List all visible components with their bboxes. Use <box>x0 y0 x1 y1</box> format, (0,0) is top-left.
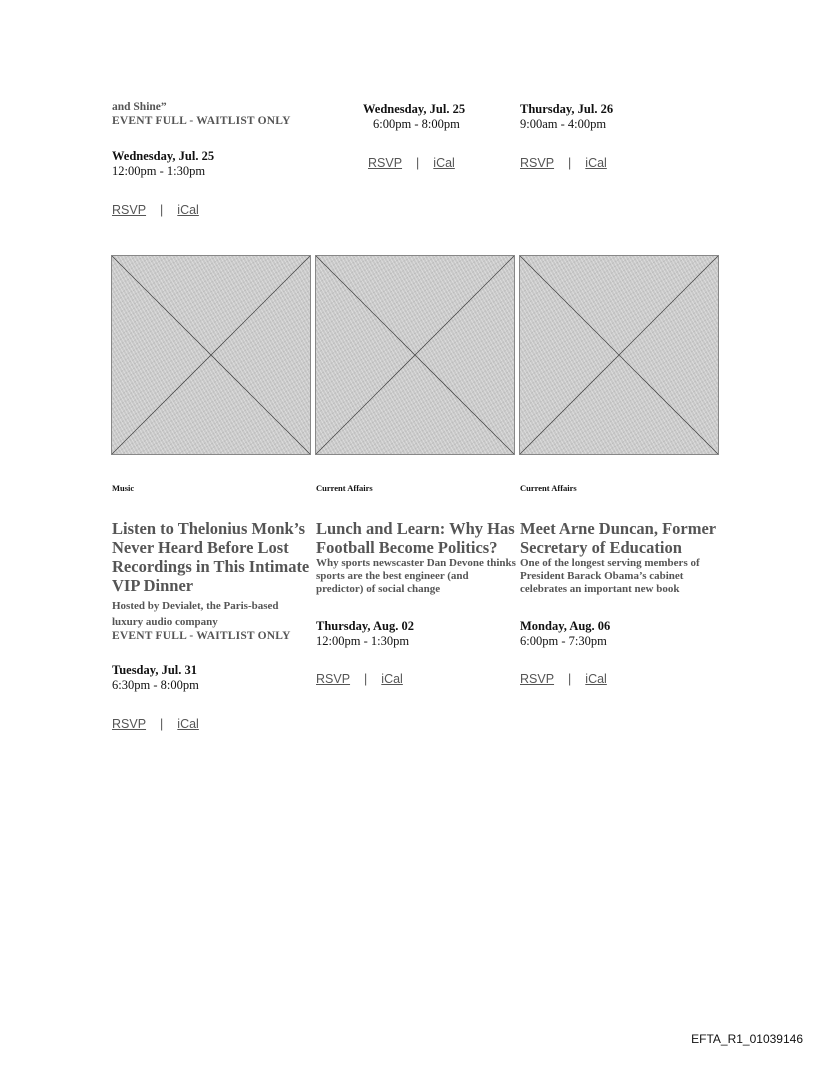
event-3-time: 6:00pm - 7:30pm <box>520 634 607 648</box>
event-2-date: Thursday, Aug. 02 <box>316 619 414 633</box>
event-3-title[interactable]: Meet Arne Duncan, Former Secretary of Education <box>520 519 716 557</box>
top-event-1-time: 6:00pm - 8:00pm <box>373 117 460 131</box>
top-event-2-datetime <box>520 102 613 132</box>
top-event-1-links <box>368 156 455 170</box>
event-2-card <box>316 519 516 596</box>
document-id: EFTA_R1_01039146 <box>691 1032 803 1046</box>
event-1-links <box>112 717 199 731</box>
top-event-2-time: 9:00am - 4:00pm <box>520 117 607 131</box>
event-3-subtitle: One of the longest serving members of President Barack Obama’s cabinet celebrates an important new book <box>520 557 700 595</box>
top-event-2-links <box>520 156 607 170</box>
link-separator: | <box>568 156 572 170</box>
broken-image-icon <box>316 256 514 454</box>
event-2-category: Current Affairs <box>316 483 373 493</box>
event-1-datetime <box>112 663 199 693</box>
event-1-subtitle: Hosted by Devialet, the Paris-based luxury audio company <box>112 600 279 628</box>
ical-link[interactable]: iCal <box>433 156 455 170</box>
top-event-2-date: Thursday, Jul. 26 <box>520 102 614 116</box>
event-3-card <box>520 519 725 596</box>
continued-date: Wednesday, Jul. 25 <box>112 149 215 163</box>
rsvp-link[interactable]: RSVP <box>520 156 555 170</box>
event-2-datetime <box>316 619 414 649</box>
event-3-links <box>520 672 607 686</box>
event-1-date: Tuesday, Jul. 31 <box>112 663 197 677</box>
continued-title-tail: and Shine” <box>112 101 167 113</box>
event-2-time: 12:00pm - 1:30pm <box>316 634 410 648</box>
event-1-status: EVENT FULL - WAITLIST ONLY <box>112 630 291 642</box>
rsvp-link[interactable]: RSVP <box>112 717 147 731</box>
top-event-1-date: Wednesday, Jul. 25 <box>363 102 466 116</box>
link-separator: | <box>416 156 420 170</box>
event-2-links <box>316 672 403 686</box>
rsvp-link[interactable]: RSVP <box>112 203 147 217</box>
rsvp-link[interactable]: RSVP <box>316 672 351 686</box>
ical-link[interactable]: iCal <box>585 672 607 686</box>
link-separator: | <box>160 717 164 731</box>
ical-link[interactable]: iCal <box>381 672 403 686</box>
event-2-title[interactable]: Lunch and Learn: Why Has Football Become Politics? <box>316 519 515 557</box>
continued-time: 12:00pm - 1:30pm <box>112 164 206 178</box>
top-event-1-datetime <box>363 102 465 132</box>
ical-link[interactable]: iCal <box>177 717 199 731</box>
event-1-card <box>112 519 310 642</box>
ical-link[interactable]: iCal <box>585 156 607 170</box>
broken-image-icon <box>112 256 310 454</box>
continued-links <box>112 203 199 217</box>
event-3-date: Monday, Aug. 06 <box>520 619 611 633</box>
event-image-placeholder[interactable] <box>519 255 719 455</box>
continued-status: EVENT FULL - WAITLIST ONLY <box>112 115 291 127</box>
continued-datetime <box>112 149 214 179</box>
event-3-datetime <box>520 619 610 649</box>
rsvp-link[interactable]: RSVP <box>368 156 403 170</box>
rsvp-link[interactable]: RSVP <box>520 672 555 686</box>
link-separator: | <box>568 672 572 686</box>
event-1-time: 6:30pm - 8:00pm <box>112 678 199 692</box>
ical-link[interactable]: iCal <box>177 203 199 217</box>
broken-image-icon <box>520 256 718 454</box>
link-separator: | <box>364 672 368 686</box>
event-1-title[interactable]: Listen to Thelonius Monk’s Never Heard Before Lost Recordings in This Intimate VIP Dinner <box>112 519 310 595</box>
event-image-placeholder[interactable] <box>111 255 311 455</box>
link-separator: | <box>160 203 164 217</box>
event-3-category: Current Affairs <box>520 483 577 493</box>
event-image-placeholder[interactable] <box>315 255 515 455</box>
event-2-subtitle: Why sports newscaster Dan Devone thinks sports are the best engineer (and predictor) of social change <box>316 557 516 595</box>
event-1-category: Music <box>112 483 135 493</box>
continued-event <box>112 100 307 127</box>
